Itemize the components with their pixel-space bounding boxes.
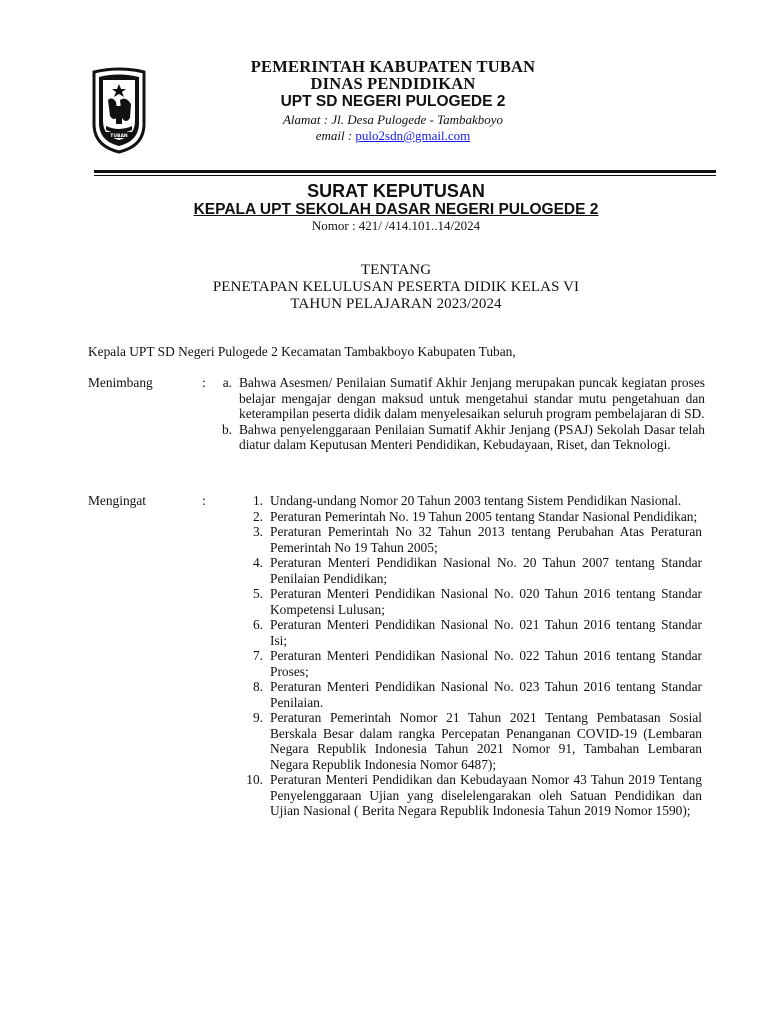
letterhead-school: UPT SD NEGERI PULOGEDE 2 (280, 93, 506, 110)
list-item-text: Peraturan Menteri Pendidikan Nasional No. 20 Tahun 2007 tentang Standar Penilaian Pendidikan; (270, 555, 702, 586)
tuban-regency-emblem-icon (90, 66, 148, 154)
letterhead-department: DINAS PENDIDIKAN (310, 74, 476, 93)
subject-heading: TENTANG (360, 262, 432, 278)
list-item-text: Peraturan Menteri Pendidikan Nasional No. 020 Tahun 2016 tentang Standar Kompetensi Lulusan; (270, 586, 702, 617)
menimbang-label: Menimbang (88, 375, 153, 390)
list-item-text: Peraturan Menteri Pendidikan dan Kebudayaan Nomor 43 Tahun 2019 Tentang Penyelenggaraan Ujian yang diselelengarakan oleh Satuan Pendidikan dan Ujian Nasional ( Berita Negara Republik Indonesia Tahun 2019 Nomor 1590); (270, 772, 702, 818)
list-item (210, 555, 702, 586)
menimbang-list (205, 375, 705, 453)
list-item (210, 493, 702, 509)
list-item-text: Peraturan Menteri Pendidikan Nasional No. 021 Tahun 2016 tentang Standar Isi; (270, 617, 702, 648)
mengingat-list (210, 493, 702, 819)
logo-text: TUBAN (110, 134, 128, 139)
mengingat-colon: : (202, 493, 206, 508)
list-item (210, 648, 702, 679)
menimbang-colon: : (202, 375, 206, 390)
list-item (210, 710, 702, 772)
list-item-number: 5. (252, 586, 263, 601)
list-item-number: 9. (252, 710, 263, 725)
list-item (210, 617, 702, 648)
list-item (210, 772, 702, 819)
list-item-number: 3. (252, 524, 263, 539)
list-item-text: Peraturan Menteri Pendidikan Nasional No. 022 Tahun 2016 tentang Standar Proses; (270, 648, 702, 679)
email-label: email : (315, 128, 356, 143)
list-item-text: Peraturan Pemerintah No 32 Tahun 2013 tentang Perubahan Atas Peraturan Pemerintah No 19 Tahun 2005; (270, 524, 702, 555)
decree-subject (96, 262, 696, 313)
list-item-text: Bahwa Asesmen/ Penilaian Sumatif Akhir Jenjang merupakan puncak kegiatan proses belajar mengajar dengan maksud untuk mengetahui standar mutu pengetahuan dan keterampilan peserta didik dalam menyelesaikan seluruh program pembelajaran di SD. (239, 375, 705, 421)
list-item-number: a. (222, 375, 232, 390)
opening-statement: Kepala UPT SD Negeri Pulogede 2 Kecamatan Tambakboyo Kabupaten Tuban, (88, 344, 516, 359)
list-item-number: 7. (252, 648, 263, 663)
list-item-text: Peraturan Menteri Pendidikan Nasional No. 023 Tahun 2016 tentang Standar Penilaian. (270, 679, 702, 710)
list-item (205, 375, 705, 422)
letterhead (160, 58, 626, 144)
list-item-number: 10. (246, 772, 263, 787)
list-item-number: b. (221, 421, 232, 437)
list-item (210, 586, 702, 617)
list-item (210, 509, 702, 525)
list-item (205, 422, 705, 453)
list-item (210, 524, 702, 555)
subject-line-1: PENETAPAN KELULUSAN PESERTA DIDIK KELAS VI (212, 279, 580, 295)
decree-subtitle: KEPALA UPT SEKOLAH DASAR NEGERI PULOGEDE 2 (193, 201, 599, 218)
header-rule-thin (94, 175, 716, 176)
header-rule-thick (94, 170, 716, 173)
list-item-text: Bahwa penyelenggaraan Penilaian Sumatif Akhir Jenjang (PSAJ) Sekolah Dasar telah diatur dalam Keputusan Menteri Pendidikan, Kebudayaan, Riset, dan Teknologi. (239, 421, 705, 452)
list-item-text: Undang-undang Nomor 20 Tahun 2003 tentang Sistem Pendidikan Nasional. (270, 493, 682, 508)
list-item-number: 4. (252, 555, 263, 570)
decree-title: SURAT KEPUTUSAN (307, 181, 485, 201)
list-item-text: Peraturan Pemerintah No. 19 Tahun 2005 tentang Standar Nasional Pendidikan; (270, 508, 698, 524)
subject-line-2: TAHUN PELAJARAN 2023/2024 (290, 296, 502, 312)
list-item-text: Peraturan Pemerintah Nomor 21 Tahun 2021 Tentang Pembatasan Sosial Berskala Besar dalam rangka Percepatan Penanganan COVID-19 (Lembaran Negara Republik Indonesia Tahun 2021 Nomor 91, Tambahan Lembaran Negara Republik Indonesia Nomor 6487); (270, 710, 702, 772)
list-item-number: 8. (252, 679, 263, 694)
list-item-number: 6. (252, 617, 263, 632)
decree-number: Nomor : 421/ /414.101..14/2024 (311, 218, 481, 233)
letterhead-address: Alamat : Jl. Desa Pulogede - Tambakboyo (282, 112, 504, 127)
list-item-number: 1. (252, 493, 263, 508)
letterhead-government: PEMERINTAH KABUPATEN TUBAN (250, 57, 536, 76)
mengingat-label: Mengingat (88, 493, 147, 508)
list-item (210, 679, 702, 710)
letterhead-email-line (160, 128, 626, 144)
email-link[interactable]: pulo2sdn@gmail.com (355, 128, 471, 143)
list-item-number: 2. (252, 508, 263, 524)
